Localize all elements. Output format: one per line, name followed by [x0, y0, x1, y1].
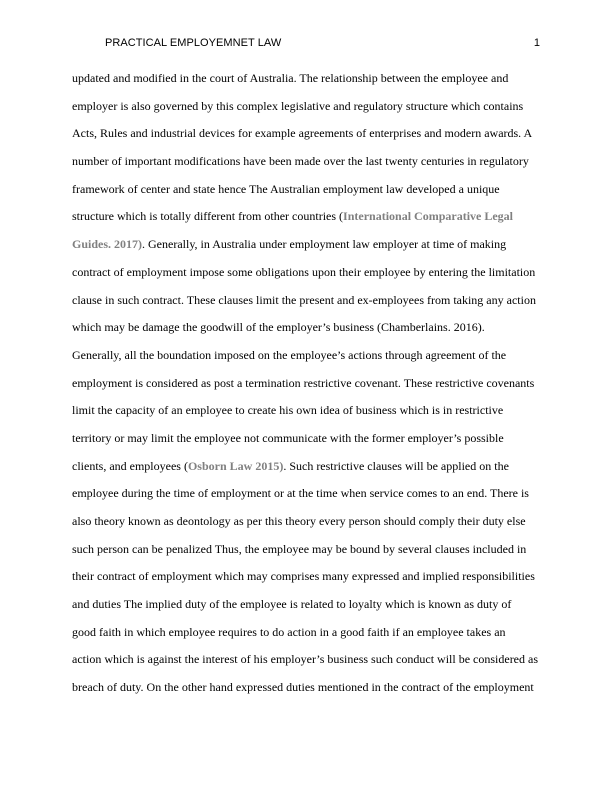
- text-line: also theory known as deontology as per this theory every person should comply their duty else: [72, 514, 526, 528]
- text-line: and duties The implied duty of the employee is related to loyalty which is known as duty of: [72, 597, 512, 612]
- text-line: good faith in which employee requires to do action in a good faith if an employee takes an: [72, 624, 506, 639]
- text-line: clause in such contract. These clauses limit the present and ex-employees from taking any action: [72, 292, 536, 307]
- text-line: Acts, Rules and industrial devices for example agreements of enterprises and modern awards. A: [72, 126, 533, 141]
- body-text: [72, 71, 542, 708]
- text-line: territory or may limit the employee not communicate with the former employer’s possible: [72, 430, 504, 445]
- text-line: breach of duty. On the other hand expressed duties mentioned in the contract of the employment: [72, 680, 534, 695]
- page-number: 1: [533, 37, 540, 49]
- text-line: framework of center and state hence The Australian employment law developed a unique: [72, 181, 500, 196]
- page-header: [105, 37, 540, 51]
- text-line: employee during the time of employment or at the time when service comes to an end. There is: [72, 486, 529, 501]
- text-line: which may be damage the goodwill of the employer’s business (Chamberlains. 2016).: [72, 320, 485, 335]
- text-line: employment is considered as post a termination restrictive covenant. These restrictive covenants: [72, 375, 535, 390]
- citation: International Comparative Legal: [343, 209, 514, 224]
- text-line: such person can be penalized Thus, the employee may be bound by several clauses included in: [72, 541, 527, 556]
- citation: Guides. 2017): [72, 237, 143, 252]
- text-line: their contract of employment which may comprises many expressed and implied responsibilities: [72, 569, 535, 584]
- text-line: number of important modifications have been made over the last twenty centuries in regulatory: [72, 154, 529, 169]
- text-line: employer is also governed by this complex legislative and regulatory structure which contains: [72, 98, 524, 113]
- text-line: clients, and employees (Osborn Law 2015). Such restrictive clauses will be applied on the: [72, 458, 509, 473]
- text-line: updated and modified in the court of Australia. The relationship between the employee and: [72, 71, 509, 85]
- text-line: contract of employment impose some obligations upon their employee by entering the limitation: [72, 264, 536, 279]
- text-line: Guides. 2017). Generally, in Australia under employment law employer at time of making: [72, 237, 507, 252]
- text-line: Generally, all the boundation imposed on the employee’s actions through agreement of the: [72, 347, 507, 362]
- header-title: PRACTICAL EMPLOYEMNET LAW: [105, 37, 282, 49]
- text-line: limit the capacity of an employee to create his own idea of business which is in restrictive: [72, 403, 504, 418]
- text-line: action which is against the interest of his employer’s business such conduct will be considered as: [72, 652, 539, 667]
- citation: Osborn Law 2015): [187, 458, 284, 473]
- text-line: structure which is totally different from other countries (International Comparative Legal: [72, 209, 514, 224]
